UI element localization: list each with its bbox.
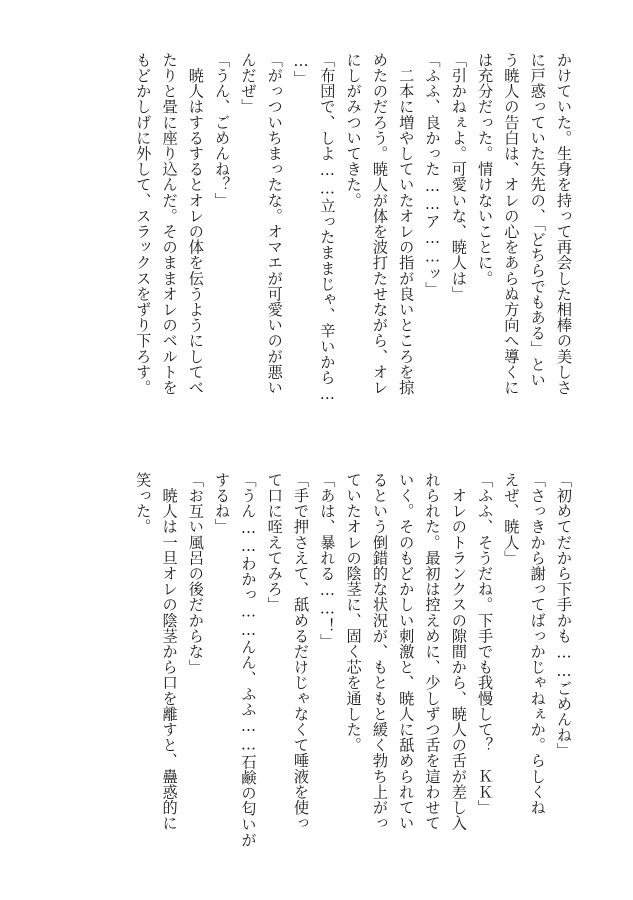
text-column: は充分だった。情けないことに。 [476,52,495,286]
text-column: んだぜ」 [239,52,258,115]
text-column: 「ふふ、良かった……ア……ッ」 [423,52,442,298]
text-column: 笑った。 [134,472,153,535]
text-column: いく。そのもどかしい刺激と、暁人に舐められてい [397,472,416,831]
text-column: にしがみついてきた。 [344,52,363,208]
text-column: て口に咥えてみろ」 [265,472,284,613]
text-column: もどかしげに外して、スラックスをずり下ろす。 [134,52,153,396]
bottom-text-block [130,472,577,848]
text-column: 「あは、暴れる……！」 [318,472,337,650]
top-text-block [130,52,577,422]
text-column: めたのだろう。暁人が体を波打たせながら、オレ [370,52,389,396]
text-column: 「手で押さえて、舐めるだけじゃなくて唾液を使っ [292,472,311,831]
text-column: 「初めてだから下手かも……ごめんね」 [555,472,573,759]
text-column: オレのトランクスの隙間から、暁人の舌が差し入 [449,472,468,831]
text-column: 「さっきから謝ってばっかじゃねぇか。らしくね [528,472,547,816]
text-column: たりと畳に座り込んだ。そのままオレのベルトを [160,52,179,396]
text-column: 「ふふ、そうだね。下手でも我慢して？ ＫＫ」 [476,472,495,816]
text-column: 「布団で、しよ……立ったままじゃ、辛いから… [318,52,337,404]
text-column: ていたオレの陰茎に、固く芯を通した。 [344,472,363,753]
text-column: う暁人の告白は、オレの心をあらぬ方向へ導くに [502,52,521,396]
text-column: かけていた。生身を持って再会した相棒の美しさ [555,52,573,396]
text-column: するね」 [213,472,232,535]
text-column: …」 [292,52,311,86]
text-column: 「お互い風呂の後だからな」 [186,472,205,675]
text-column: 「引かねぇよ。可愛いな、暁人は」 [449,52,468,302]
text-column: 「がっついちまったな。オマエが可愛いのが悪い [265,52,284,396]
text-column: に戸惑っていた矢先の、「どちらでもある」とい [528,52,547,388]
text-column: れられた。最初は控えめに、少しずつ舌を這わせて [423,472,442,831]
text-column: 暁人は一旦オレの陰茎から口を離すと、蠱惑的に [160,472,179,831]
text-column: 「うん、ごめんね？」 [213,52,232,208]
text-column: えぜ、暁人」 [502,472,521,566]
text-column: るという倒錯的な状況が、もともと緩く勃ち上がっ [370,472,389,831]
text-column: 二本に増やしていたオレの指が良いところを掠 [397,52,416,396]
text-column: 暁人はするするとオレの体を伝うようにしてべ [186,52,205,396]
text-column: 「うん……わかっ……んん、ふふ……石鹸の匂いが [239,472,258,848]
